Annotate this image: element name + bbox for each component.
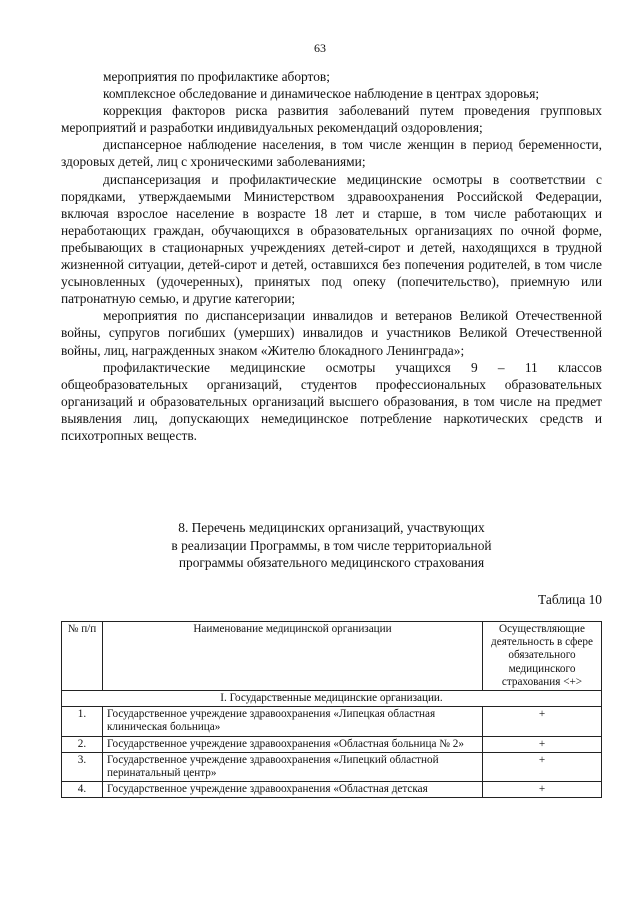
group-title: I. Государственные медицинские организации. — [62, 691, 602, 707]
paragraph: диспансеризация и профилактические медицинские осмотры в соответствии с порядками, утверждаемыми Министерством здравоохранения Российской Федерации, включая взрослое население в возрасте 18 лет и старше, в том числе работающих и неработающих граждан, обучающихся в образовательных организациях по очной форме, пребывающих в стационарных учреждениях детей-сирот и детей, находящихся в трудной жизненной ситуации, детей-сирот и детей, оставшихся без попечения родителей, в том числе усыновленных (удочеренных), принятых под опеку (попечительство), приемную или патронатную семью, и другие категории; — [61, 171, 602, 307]
table-row — [62, 752, 602, 781]
header-oms: Осуществляющие деятельность в сфере обязательного медицинского страхования <+> — [483, 622, 602, 691]
section-title — [61, 519, 602, 572]
paragraph: диспансерное наблюдение населения, в том числе женщин в период беременности, здоровых детей, лиц с хроническими заболеваниями; — [61, 137, 602, 170]
table-row — [62, 736, 602, 752]
row-num: 1. — [62, 707, 103, 736]
row-num: 3. — [62, 752, 103, 781]
header-name: Наименование медицинской организации — [103, 622, 483, 691]
row-oms: + — [483, 736, 602, 752]
table-row — [62, 707, 602, 736]
section-title-line: программы обязательного медицинского страхования — [178, 555, 485, 570]
paragraph: профилактические медицинские осмотры учащихся 9 – 11 классов общеобразовательных организаций, студентов профессиональных образовательных организаций и образовательных организаций высшего образования, в том числе на предмет выявления лиц, допускающих немедицинское потребление наркотических средств и психотропных веществ. — [61, 359, 602, 443]
row-num: 4. — [62, 782, 103, 798]
row-oms: + — [483, 782, 602, 798]
table-row — [62, 782, 602, 798]
row-name: Государственное учреждение здравоохранения «Областная больница № 2» — [103, 736, 483, 752]
paragraph: комплексное обследование и динамическое наблюдение в центрах здоровья; — [103, 86, 540, 102]
section-title-line: 8. Перечень медицинских организаций, участвующих — [178, 520, 485, 535]
table-label: Таблица 10 — [538, 592, 602, 607]
row-name: Государственное учреждение здравоохранения «Областная детская — [103, 782, 483, 798]
medical-organizations-table — [61, 621, 602, 798]
paragraph: мероприятия по диспансеризации инвалидов и ветеранов Великой Отечественной войны, супругов погибших (умерших) инвалидов и участников Великой Отечественной войны, лиц, награжденных знаком «Жителю блокадного Ленинграда»; — [61, 308, 602, 358]
row-name: Государственное учреждение здравоохранения «Липецкий областной перинатальный центр» — [103, 752, 483, 781]
section-title-line: в реализации Программы, в том числе территориальной — [171, 537, 492, 553]
header-num: № п/п — [62, 622, 103, 691]
row-num: 2. — [62, 736, 103, 752]
page-number: 63 — [314, 41, 326, 55]
row-oms: + — [483, 707, 602, 736]
document-body — [61, 68, 602, 444]
paragraph: коррекция факторов риска развития заболеваний путем проведения групповых мероприятий и разработки индивидуальных рекомендаций оздоровления; — [61, 103, 602, 136]
row-oms: + — [483, 752, 602, 781]
paragraph: мероприятия по профилактике абортов; — [103, 69, 330, 84]
row-name: Государственное учреждение здравоохранения «Липецкая областная клиническая больница» — [103, 707, 483, 736]
table-group-row — [62, 691, 602, 707]
table-header-row — [62, 622, 602, 691]
